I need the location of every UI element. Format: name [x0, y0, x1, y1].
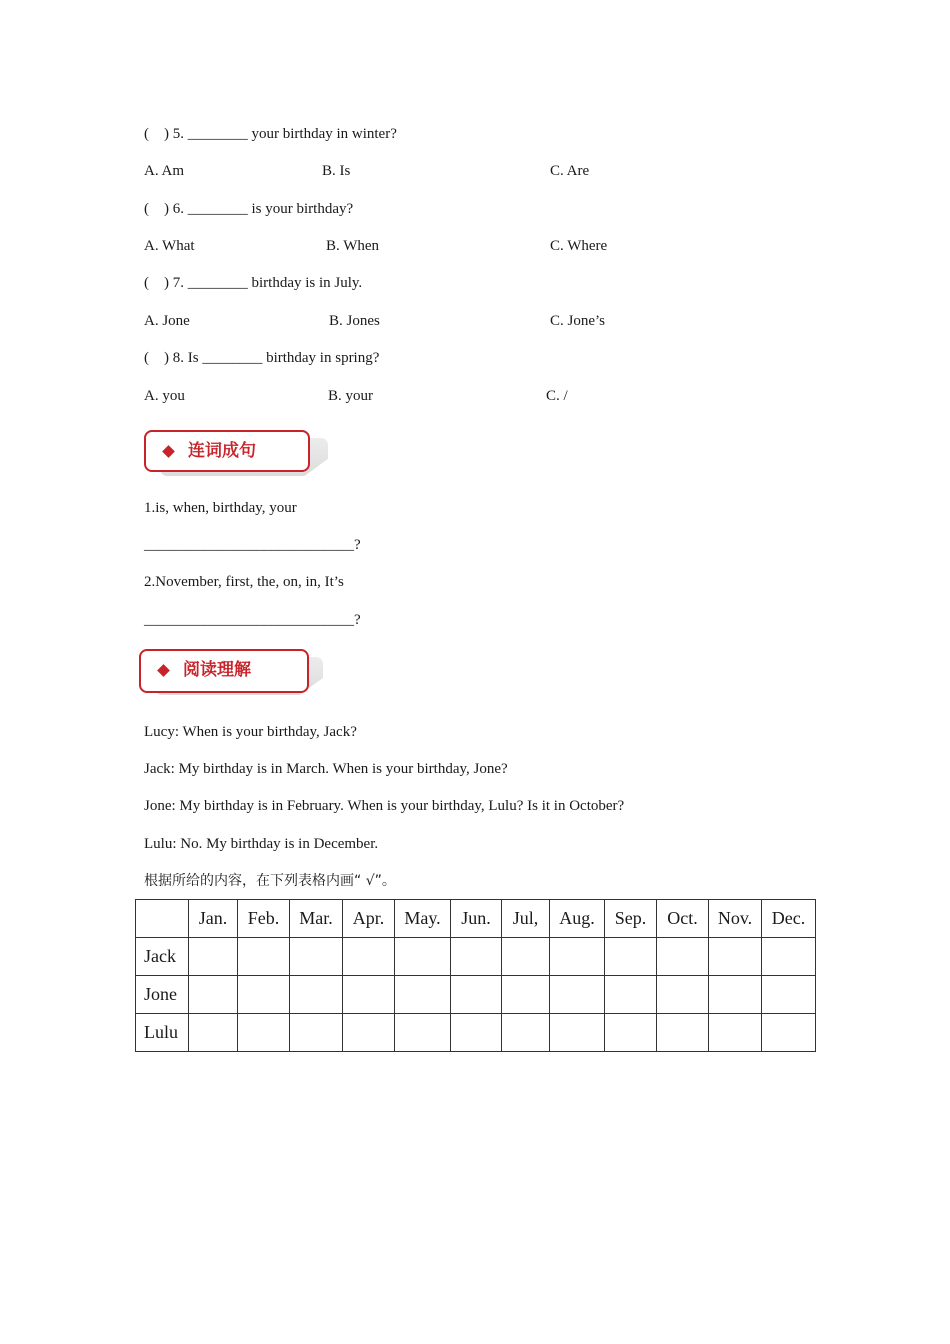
answer-cell[interactable]: [451, 1014, 502, 1052]
answer-cell[interactable]: [290, 938, 343, 976]
month-header: Jan.: [189, 900, 238, 938]
month-header: May.: [395, 900, 451, 938]
row-name-cell: Jack: [136, 938, 189, 976]
question-8-option-a: A. you: [144, 388, 185, 404]
row-name-cell: Jone: [136, 976, 189, 1014]
answer-cell[interactable]: [189, 938, 238, 976]
answer-cell[interactable]: [238, 938, 290, 976]
answer-cell[interactable]: [605, 976, 657, 1014]
answer-cell[interactable]: [657, 976, 709, 1014]
answer-cell[interactable]: [709, 1014, 762, 1052]
diamond-icon: [162, 445, 175, 458]
answer-cell[interactable]: [550, 938, 605, 976]
question-7-stem: ( ) 7. ________ birthday is in July.: [144, 275, 363, 291]
month-header: Sep.: [605, 900, 657, 938]
answer-cell[interactable]: [238, 976, 290, 1014]
section-title: 阅读理解: [183, 660, 251, 680]
answer-cell[interactable]: [762, 938, 816, 976]
answer-cell[interactable]: [290, 1014, 343, 1052]
answer-cell[interactable]: [502, 938, 550, 976]
answer-cell[interactable]: [343, 1014, 395, 1052]
answer-cell[interactable]: [395, 976, 451, 1014]
answer-cell[interactable]: [343, 976, 395, 1014]
answer-cell[interactable]: [502, 976, 550, 1014]
question-6-option-a: A. What: [144, 238, 195, 254]
dialogue-line-3: Jone: My birthday is in February. When is your birthday, Lulu? Is it in October?: [144, 798, 625, 814]
table-header-row: [136, 900, 816, 938]
answer-cell[interactable]: [709, 938, 762, 976]
answer-cell[interactable]: [709, 976, 762, 1014]
section-header-box: [139, 649, 309, 693]
dialogue-line-1: Lucy: When is your birthday, Jack?: [144, 724, 357, 740]
section-header-sentence: [144, 430, 334, 478]
answer-cell[interactable]: [395, 938, 451, 976]
answer-cell[interactable]: [762, 1014, 816, 1052]
answer-cell[interactable]: [395, 1014, 451, 1052]
section-header-reading: [139, 649, 329, 697]
answer-cell[interactable]: [290, 976, 343, 1014]
answer-cell[interactable]: [189, 1014, 238, 1052]
month-header: Jul,: [502, 900, 550, 938]
sentence-1-answer-line: ____________________________?: [144, 537, 361, 553]
month-header: Dec.: [762, 900, 816, 938]
diamond-icon: [157, 664, 170, 677]
question-6-stem: ( ) 6. ________ is your birthday?: [144, 201, 354, 217]
question-8-stem: ( ) 8. Is ________ birthday in spring?: [144, 350, 380, 366]
month-header: Mar.: [290, 900, 343, 938]
answer-cell[interactable]: [502, 1014, 550, 1052]
answer-cell[interactable]: [550, 1014, 605, 1052]
question-5-option-c: C. Are: [550, 163, 590, 179]
answer-cell[interactable]: [238, 1014, 290, 1052]
section-header-box: [144, 430, 310, 472]
month-header: Aug.: [550, 900, 605, 938]
month-header: Apr.: [343, 900, 395, 938]
birthday-month-table: [135, 899, 816, 1052]
month-header: Feb.: [238, 900, 290, 938]
month-header: Oct.: [657, 900, 709, 938]
table-row: [136, 1014, 816, 1052]
dialogue-line-2: Jack: My birthday is in March. When is your birthday, Jone?: [144, 761, 508, 777]
month-header: Jun.: [451, 900, 502, 938]
dialogue-line-4: Lulu: No. My birthday is in December.: [144, 836, 379, 852]
answer-cell[interactable]: [762, 976, 816, 1014]
answer-cell[interactable]: [451, 976, 502, 1014]
answer-cell[interactable]: [657, 938, 709, 976]
answer-cell[interactable]: [605, 938, 657, 976]
question-7-option-c: C. Jone’s: [550, 313, 606, 329]
question-8-option-b: B. your: [328, 388, 373, 404]
answer-cell[interactable]: [189, 976, 238, 1014]
table-corner-cell: [136, 900, 189, 938]
row-name-cell: Lulu: [136, 1014, 189, 1052]
answer-cell[interactable]: [451, 938, 502, 976]
sentence-2-words: 2.November, first, the, on, in, It’s: [144, 574, 344, 590]
question-8-option-c: C. /: [546, 388, 568, 404]
sentence-1-words: 1.is, when, birthday, your: [144, 500, 297, 516]
month-header: Nov.: [709, 900, 762, 938]
answer-cell[interactable]: [605, 1014, 657, 1052]
answer-cell[interactable]: [343, 938, 395, 976]
question-5-stem: ( ) 5. ________ your birthday in winter?: [144, 126, 397, 142]
question-6-option-b: B. When: [326, 238, 380, 254]
question-7-option-b: B. Jones: [329, 313, 380, 329]
question-5-option-b: B. Is: [322, 163, 351, 179]
answer-cell[interactable]: [657, 1014, 709, 1052]
table-row: [136, 938, 816, 976]
section-title: 连词成句: [188, 441, 256, 461]
table-row: [136, 976, 816, 1014]
question-7-option-a: A. Jone: [144, 313, 190, 329]
question-6-option-c: C. Where: [550, 238, 608, 254]
table-instruction: 根据所给的内容，在下列表格内画“ √”。: [144, 873, 396, 889]
answer-cell[interactable]: [550, 976, 605, 1014]
question-5-option-a: A. Am: [144, 163, 185, 179]
sentence-2-answer-line: ____________________________?: [144, 612, 361, 628]
